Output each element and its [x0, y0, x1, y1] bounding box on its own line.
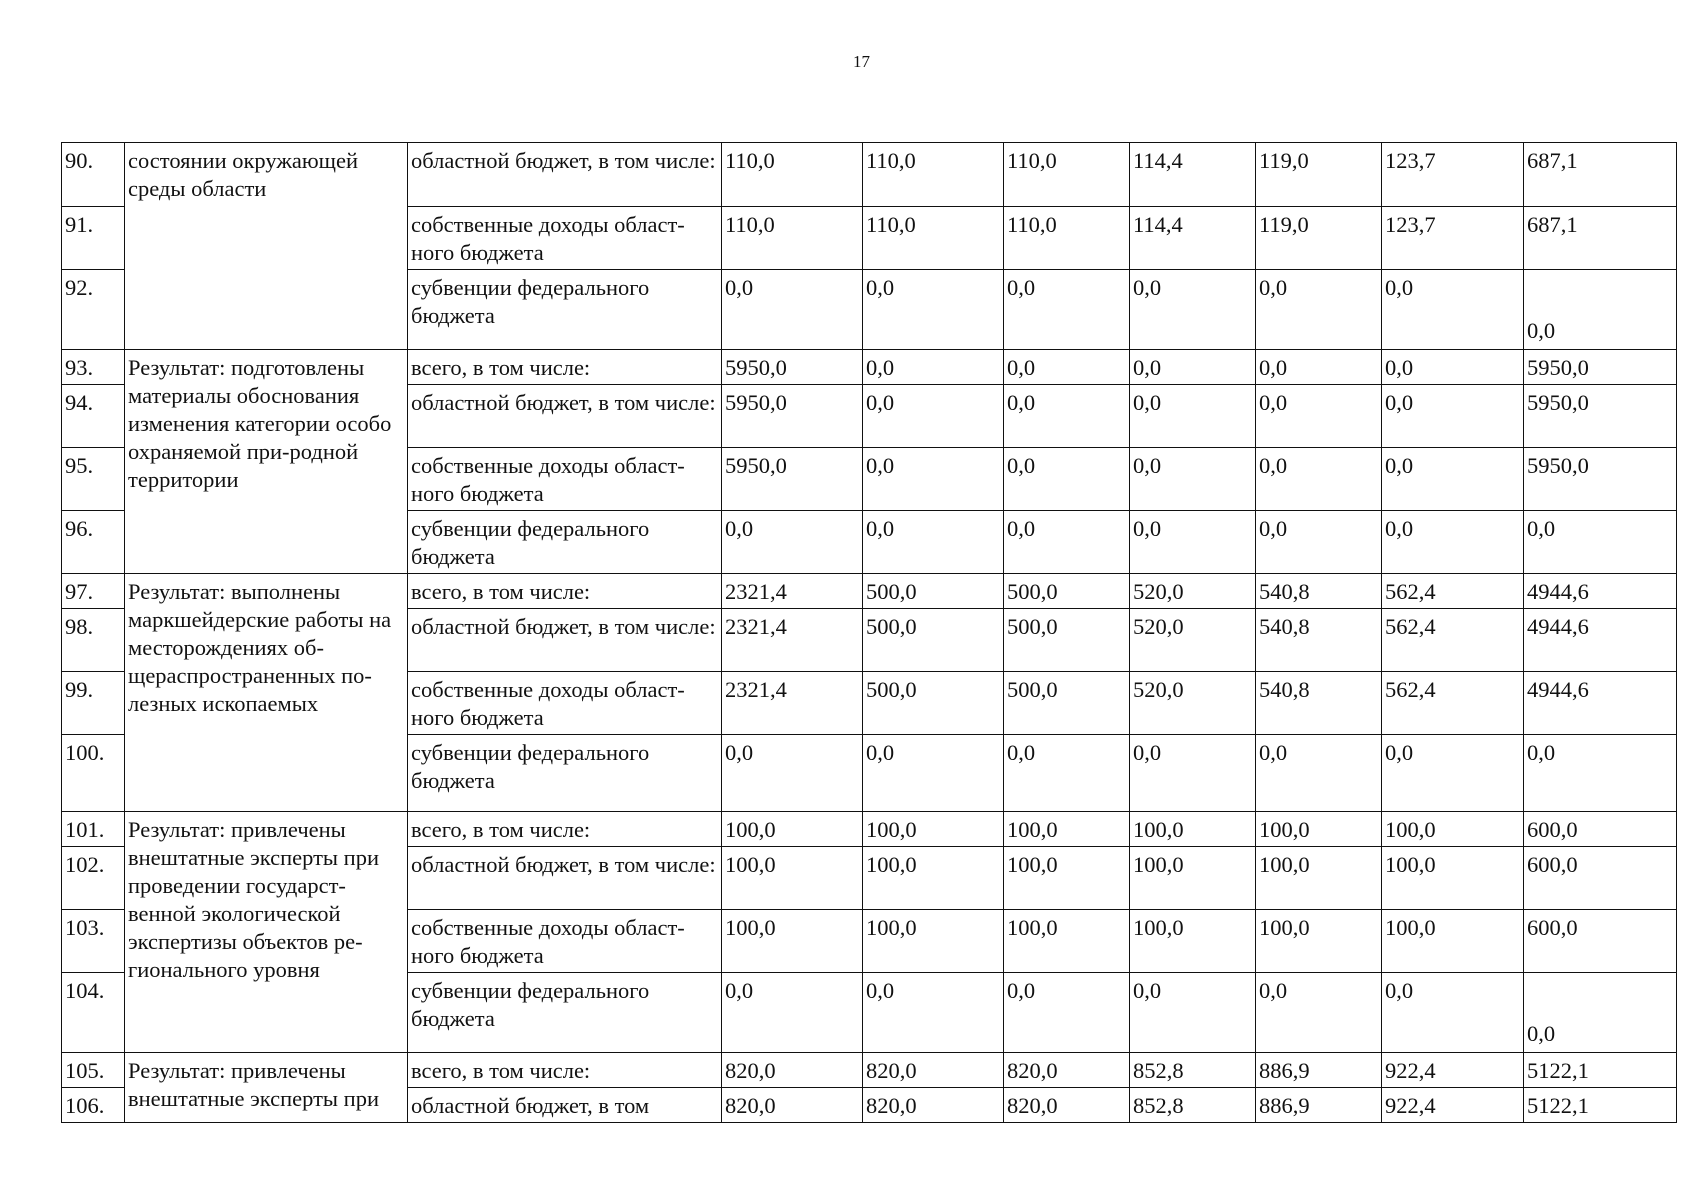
table-row	[62, 574, 1677, 609]
year-value: 820,0	[863, 1053, 1004, 1088]
year-value: 0,0	[1256, 385, 1382, 448]
year-value: 123,7	[1382, 143, 1524, 207]
year-value: 100,0	[1256, 910, 1382, 973]
funding-source: собственные доходы област-ного бюджета	[408, 207, 722, 270]
total-value: 0,0	[1524, 973, 1677, 1053]
year-value: 100,0	[863, 812, 1004, 847]
budget-table	[61, 142, 1677, 1123]
total-value: 0,0	[1524, 735, 1677, 812]
year-value: 0,0	[1130, 270, 1256, 350]
year-value: 0,0	[1256, 270, 1382, 350]
year-value: 500,0	[863, 609, 1004, 672]
year-value: 2321,4	[722, 609, 863, 672]
row-number: 93.	[62, 350, 125, 385]
funding-source: собственные доходы област-ного бюджета	[408, 672, 722, 735]
year-value: 0,0	[863, 973, 1004, 1053]
year-value: 100,0	[863, 847, 1004, 910]
year-value: 0,0	[1004, 735, 1130, 812]
total-value: 4944,6	[1524, 609, 1677, 672]
year-value: 100,0	[1130, 847, 1256, 910]
total-value: 5950,0	[1524, 350, 1677, 385]
year-value: 0,0	[1130, 448, 1256, 511]
result-description: Результат: подготовлены материалы обоснования изменения категории особо охраняемой при-родной территории	[125, 350, 408, 574]
year-value: 0,0	[863, 511, 1004, 574]
year-value: 100,0	[1004, 847, 1130, 910]
page-number: 17	[853, 52, 870, 71]
total-value: 687,1	[1524, 207, 1677, 270]
year-value: 5950,0	[722, 385, 863, 448]
row-number: 105.	[62, 1053, 125, 1088]
year-value: 0,0	[1382, 973, 1524, 1053]
funding-source: всего, в том числе:	[408, 1053, 722, 1088]
year-value: 100,0	[1256, 812, 1382, 847]
year-value: 0,0	[1256, 735, 1382, 812]
total-value: 4944,6	[1524, 672, 1677, 735]
year-value: 0,0	[1256, 511, 1382, 574]
total-value: 600,0	[1524, 847, 1677, 910]
year-value: 0,0	[1130, 385, 1256, 448]
year-value: 0,0	[1130, 973, 1256, 1053]
row-number: 98.	[62, 609, 125, 672]
total-value: 0,0	[1524, 270, 1677, 350]
row-number: 101.	[62, 812, 125, 847]
funding-source: областной бюджет, в том числе:	[408, 143, 722, 207]
year-value: 100,0	[1382, 910, 1524, 973]
row-number: 103.	[62, 910, 125, 973]
year-value: 110,0	[1004, 143, 1130, 207]
year-value: 0,0	[722, 511, 863, 574]
total-value: 5122,1	[1524, 1053, 1677, 1088]
year-value: 500,0	[1004, 609, 1130, 672]
year-value: 852,8	[1130, 1088, 1256, 1123]
result-description: Результат: выполнены маркшейдерские работы на месторождениях об-щераспространенных по-лезных ископаемых	[125, 574, 408, 812]
row-number: 91.	[62, 207, 125, 270]
funding-source: всего, в том числе:	[408, 812, 722, 847]
year-value: 114,4	[1130, 143, 1256, 207]
funding-source: областной бюджет, в том числе:	[408, 847, 722, 910]
year-value: 562,4	[1382, 609, 1524, 672]
year-value: 520,0	[1130, 574, 1256, 609]
year-value: 100,0	[722, 910, 863, 973]
table-row	[62, 1053, 1677, 1088]
year-value: 886,9	[1256, 1088, 1382, 1123]
year-value: 520,0	[1130, 609, 1256, 672]
row-number: 92.	[62, 270, 125, 350]
total-value: 600,0	[1524, 910, 1677, 973]
row-number: 99.	[62, 672, 125, 735]
year-value: 119,0	[1256, 143, 1382, 207]
row-number: 90.	[62, 143, 125, 207]
year-value: 0,0	[863, 270, 1004, 350]
funding-source: всего, в том числе:	[408, 574, 722, 609]
funding-source: субвенции федерального бюджета	[408, 735, 722, 812]
table-body	[62, 143, 1677, 1123]
year-value: 0,0	[722, 973, 863, 1053]
year-value: 119,0	[1256, 207, 1382, 270]
result-description: Результат: привлечены внештатные эксперты при проведении государст-венной экологической экспертизы объектов ре-гионального уровня	[125, 812, 408, 1053]
year-value: 0,0	[1382, 735, 1524, 812]
funding-source: собственные доходы област-ного бюджета	[408, 910, 722, 973]
year-value: 0,0	[1004, 511, 1130, 574]
year-value: 100,0	[722, 812, 863, 847]
year-value: 0,0	[1004, 973, 1130, 1053]
year-value: 540,8	[1256, 672, 1382, 735]
year-value: 0,0	[1004, 350, 1130, 385]
funding-source: всего, в том числе:	[408, 350, 722, 385]
year-value: 500,0	[863, 574, 1004, 609]
funding-source: областной бюджет, в том числе:	[408, 609, 722, 672]
year-value: 820,0	[722, 1088, 863, 1123]
row-number: 106.	[62, 1088, 125, 1123]
year-value: 500,0	[1004, 574, 1130, 609]
year-value: 820,0	[722, 1053, 863, 1088]
year-value: 540,8	[1256, 574, 1382, 609]
year-value: 100,0	[1004, 910, 1130, 973]
year-value: 0,0	[1130, 735, 1256, 812]
year-value: 540,8	[1256, 609, 1382, 672]
year-value: 100,0	[1130, 910, 1256, 973]
row-number: 96.	[62, 511, 125, 574]
year-value: 500,0	[863, 672, 1004, 735]
funding-source: субвенции федерального бюджета	[408, 973, 722, 1053]
funding-source: областной бюджет, в том	[408, 1088, 722, 1123]
table-row	[62, 812, 1677, 847]
table-row	[62, 143, 1677, 207]
year-value: 100,0	[1004, 812, 1130, 847]
year-value: 114,4	[1130, 207, 1256, 270]
year-value: 0,0	[1130, 511, 1256, 574]
year-value: 820,0	[1004, 1088, 1130, 1123]
year-value: 0,0	[1256, 973, 1382, 1053]
year-value: 110,0	[1004, 207, 1130, 270]
year-value: 520,0	[1130, 672, 1256, 735]
year-value: 922,4	[1382, 1088, 1524, 1123]
year-value: 0,0	[1256, 448, 1382, 511]
row-number: 94.	[62, 385, 125, 448]
result-description: Результат: привлечены внештатные эксперты при	[125, 1053, 408, 1123]
year-value: 2321,4	[722, 574, 863, 609]
row-number: 95.	[62, 448, 125, 511]
total-value: 5950,0	[1524, 385, 1677, 448]
year-value: 100,0	[1382, 847, 1524, 910]
year-value: 2321,4	[722, 672, 863, 735]
year-value: 110,0	[863, 207, 1004, 270]
total-value: 4944,6	[1524, 574, 1677, 609]
year-value: 0,0	[722, 270, 863, 350]
year-value: 110,0	[722, 143, 863, 207]
year-value: 100,0	[863, 910, 1004, 973]
year-value: 500,0	[1004, 672, 1130, 735]
year-value: 0,0	[863, 735, 1004, 812]
year-value: 0,0	[1382, 350, 1524, 385]
year-value: 820,0	[1004, 1053, 1130, 1088]
year-value: 0,0	[1382, 448, 1524, 511]
year-value: 0,0	[1004, 270, 1130, 350]
year-value: 100,0	[1130, 812, 1256, 847]
total-value: 687,1	[1524, 143, 1677, 207]
year-value: 0,0	[1382, 511, 1524, 574]
year-value: 100,0	[1382, 812, 1524, 847]
year-value: 852,8	[1130, 1053, 1256, 1088]
year-value: 110,0	[863, 143, 1004, 207]
year-value: 562,4	[1382, 672, 1524, 735]
total-value: 600,0	[1524, 812, 1677, 847]
row-number: 97.	[62, 574, 125, 609]
row-number: 104.	[62, 973, 125, 1053]
year-value: 5950,0	[722, 448, 863, 511]
year-value: 0,0	[1004, 385, 1130, 448]
year-value: 820,0	[863, 1088, 1004, 1123]
year-value: 123,7	[1382, 207, 1524, 270]
table-row	[62, 350, 1677, 385]
year-value: 0,0	[1004, 448, 1130, 511]
funding-source: областной бюджет, в том числе:	[408, 385, 722, 448]
year-value: 0,0	[863, 385, 1004, 448]
funding-source: субвенции федерального бюджета	[408, 270, 722, 350]
year-value: 922,4	[1382, 1053, 1524, 1088]
row-number: 100.	[62, 735, 125, 812]
funding-source: субвенции федерального бюджета	[408, 511, 722, 574]
year-value: 886,9	[1256, 1053, 1382, 1088]
year-value: 562,4	[1382, 574, 1524, 609]
result-description: состоянии окружающей среды области	[125, 143, 408, 350]
year-value: 0,0	[1382, 385, 1524, 448]
total-value: 5122,1	[1524, 1088, 1677, 1123]
year-value: 100,0	[1256, 847, 1382, 910]
total-value: 5950,0	[1524, 448, 1677, 511]
funding-source: собственные доходы област-ного бюджета	[408, 448, 722, 511]
year-value: 0,0	[722, 735, 863, 812]
year-value: 110,0	[722, 207, 863, 270]
year-value: 0,0	[863, 350, 1004, 385]
year-value: 0,0	[863, 448, 1004, 511]
total-value: 0,0	[1524, 511, 1677, 574]
row-number: 102.	[62, 847, 125, 910]
year-value: 0,0	[1130, 350, 1256, 385]
year-value: 0,0	[1256, 350, 1382, 385]
year-value: 0,0	[1382, 270, 1524, 350]
year-value: 5950,0	[722, 350, 863, 385]
year-value: 100,0	[722, 847, 863, 910]
